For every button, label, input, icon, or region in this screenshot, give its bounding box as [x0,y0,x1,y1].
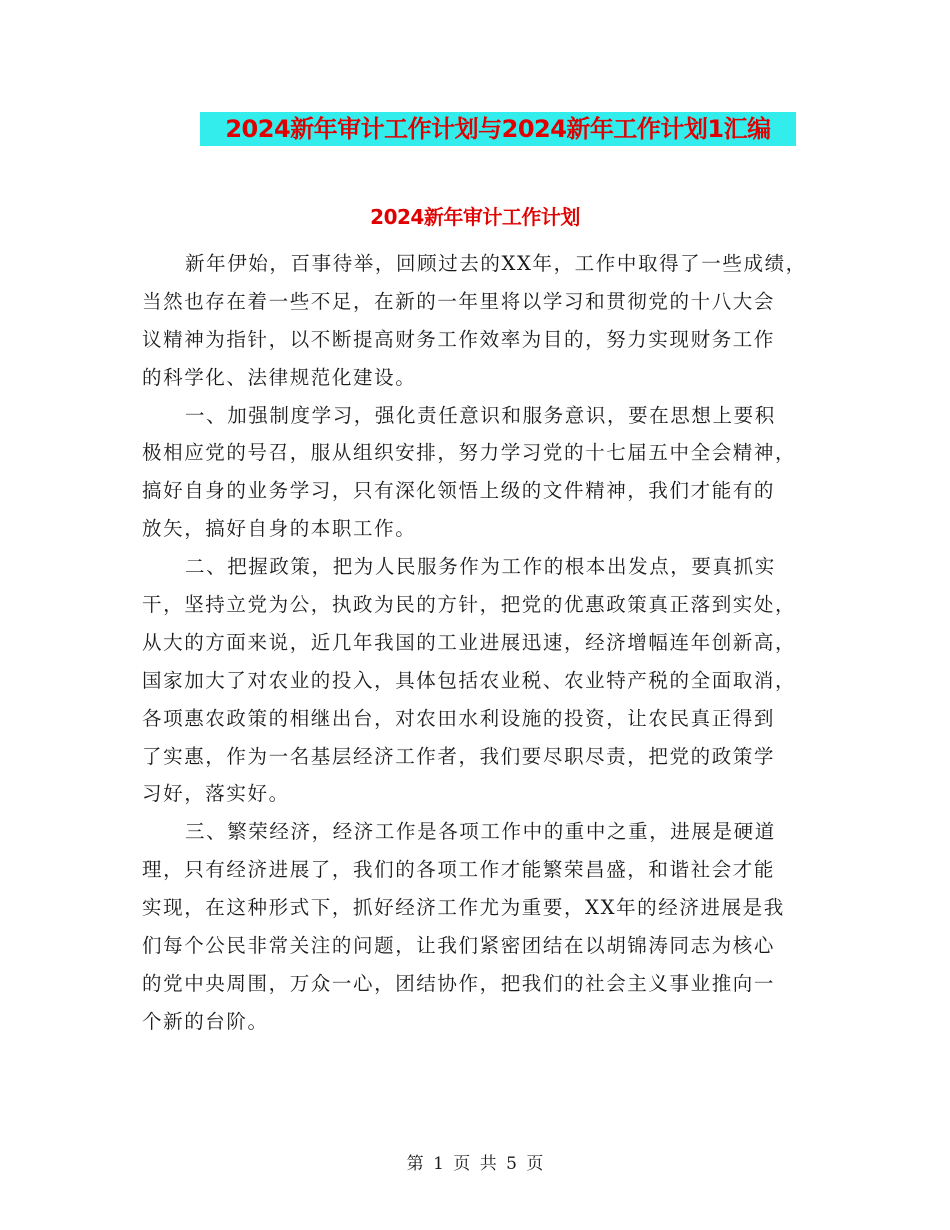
text-line: 当然也存在着一些不足，在新的一年里将以学习和贯彻党的十八大会 [142,289,776,313]
text-line: 个新的台阶。 [142,1009,269,1033]
text-line: 议精神为指针，以不断提高财务工作效率为目的，努力实现财务工作 [142,327,776,351]
text-line: 极相应党的号召，服从组织安排，努力学习党的十七届五中全会精神， [142,441,797,465]
document-title: 2024新年审计工作计划与2024新年工作计划1汇编 [200,112,796,146]
text-line: 理，只有经济进展了，我们的各项工作才能繁荣昌盛，和谐社会才能 [142,858,776,882]
text-line: 一、加强制度学习，强化责任意识和服务意识，要在思想上要积 [185,403,776,427]
text-line: 了实惠，作为一名基层经济工作者，我们要尽职尽责，把党的政策学 [142,744,776,768]
text-line: 从大的方面来说，近几年我国的工业进展迅速，经济增幅连年创新高， [142,630,797,654]
text-line: 国家加大了对农业的投入，具体包括农业税、农业特产税的全面取消， [142,668,797,692]
text-line: 二、把握政策，把为人民服务作为工作的根本出发点，要真抓实 [185,555,776,579]
text-line: 放矢，搞好自身的本职工作。 [142,517,417,541]
body-text [142,245,812,1041]
text-line: 新年伊始，百事待举，回顾过去的XX年，工作中取得了一些成绩， [185,252,807,275]
text-line: 搞好自身的业务学习，只有深化领悟上级的文件精神，我们才能有的 [142,479,776,503]
text-line: 的党中央周围，万众一心，团结协作，把我们的社会主义事业推向一 [142,971,776,995]
text-line: 三、繁荣经济，经济工作是各项工作中的重中之重，进展是硬道 [185,820,776,844]
text-line: 们每个公民非常关注的问题，让我们紧密团结在以胡锦涛同志为核心 [142,934,776,958]
text-line: 的科学化、法律规范化建设。 [142,365,417,389]
text-line: 习好，落实好。 [142,782,290,806]
section-title: 2024新年审计工作计划 [370,205,580,229]
text-line: 各项惠农政策的相继出台，对农田水利设施的投资，让农民真正得到 [142,706,776,730]
page-footer: 第 1 页 共 5 页 [406,1154,544,1174]
text-line: 实现，在这种形式下，抓好经济工作尤为重要，XX年的经济进展是我 [142,896,785,920]
text-line: 干，坚持立党为公，执政为民的方针，把党的优惠政策真正落到实处， [142,593,797,617]
